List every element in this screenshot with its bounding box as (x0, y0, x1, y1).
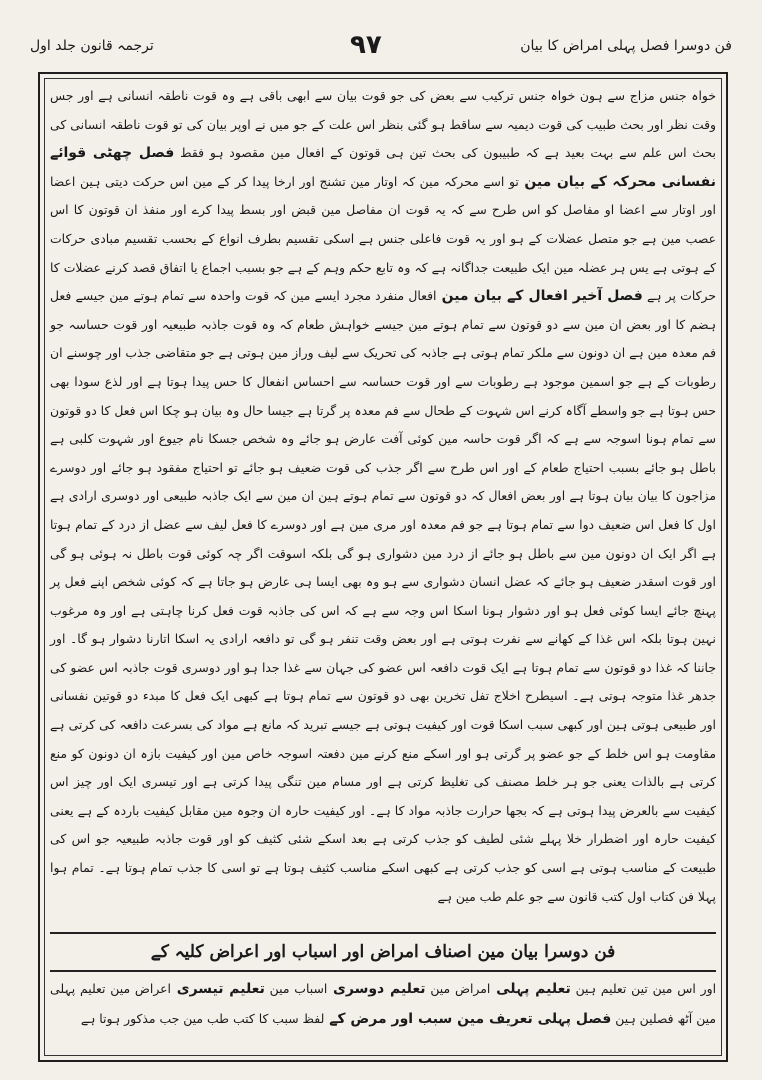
paragraph-2: تو اسے محرکہ مین کہ اوتار مین تشنج اور ارخا پیدا کر کے مین اس حرکت دیتی ہین اعضا اور اوتار سے اعضا او مفاصل کو اس طرح سے کہ یہ قوت ان مفاصل مین قبض اور بسط پیدا کرے اور منفذ ان قوتون کا اس عصب مین ہے جو متصل عضلات کے ہو اور یہ قوت فاعلی جنس ہے اسکی تقسیم بطرف انواع کے بحسب تقسیم مبادی حرکات کے ہوتی ہے یس ہر عضلہ مین ایک طبیعت جداگانہ ہے کہ وہ تابع حکم وہم کے ہے جو بسبب اجماع یا اتفاق قصد کرنے عضلات کا حرکات پر ہے (50, 173, 716, 304)
chapter-intro (50, 974, 716, 1054)
intro-text-1: اور اس مین تین تعلیم ہین (570, 981, 717, 996)
running-header-chapter: فن دوسرا فصل پہلی امراض کا بیان (520, 38, 732, 54)
intro-bold-3: تعلیم تیسری (171, 981, 265, 997)
main-body-text (50, 82, 716, 924)
intro-text-3: اسباب مین (264, 981, 328, 996)
intro-bold-2: تعلیم دوسری (327, 981, 426, 997)
intro-text-4: اعراض مین (105, 981, 172, 996)
intro-bold-1: تعلیم پہلی (490, 981, 571, 997)
text-frame (38, 72, 728, 1062)
intro-bold-4: فصل پہلی تعریف مین سبب اور مرض کے (324, 1011, 612, 1027)
heading-last-section: فصل آخیر افعال کے بیان مین (436, 288, 643, 305)
intro-text-2: امراض مین (425, 981, 491, 996)
heading-section-6: فصل چھٹی قوائے نفسانی محرکہ کے بیان مین (50, 145, 716, 190)
page-number: ۹۷ (350, 30, 382, 60)
chapter-heading: فن دوسرا بیان مین اصناف امراض اور اسباب اور اعراض کلیہ کے (50, 932, 716, 972)
running-header-book-title: ترجمہ قانون جلد اول (30, 38, 154, 54)
intro-text-5: تعلیم پہلی مین آٹھ فصلین ہین (50, 981, 716, 1026)
intro-text-6: لفظ سبب کا کتب طب مین جب مذکور ہوتا ہے (80, 1011, 325, 1026)
paragraph-1: خواہ جنس مزاج سے ہون خواہ جنس ترکیب سے بعض کی جو قوت بیان سے ابھی باقی ہے وہ قوت ناطقہ انسانی ہے اور جس وقت نظر اور بحث طبیب کی قوت دیمیہ سے ساقط ہو گئی بنظر اس علت کے جو میں نے اوپر بیان کی تو قوت ناطقہ انسانی کی بحث اس علم سے بہت بعید ہے کہ طبیبون کی بحث تین ہی قوتون کے افعال مین مقصود ہو فقط (50, 88, 717, 161)
paragraph-3: افعال منفرد مجرد ایسے مین کہ قوت واحدہ سے تمام ہوتے مین جیسے فعل ہضم کا اور بعض ان مین سے دو قوتون سے تمام ہوتے مین جیسے خواہش طعام کہ وہ قوت جاذبہ طبیعیہ اور قوت حساسہ جو فم معدہ مین ہے ان دونون سے ملکر تمام ہوتی ہے جاذبہ کی تحریک سے لیف وراز مین ہوتی ہے جو متقاضی جذب اور چوسنے ان رطوبات کے ہے جو اسمین موجود ہے رطوبات سے اور قوت حساسہ سے احساس انفعال کا حس پیدا ہوتا ہے اور لذع سودا بھی حس ہوتا ہے جو واسطے آگاہ کرنے اس شہوت کے طحال سے فم معدہ پر گرتا ہے جیسا حال وہ بیان ہو چکا اس فعل کا دو قوتون سے تمام ہونا اسوجہ سے ہے کہ اگر قوت حاسہ مین کوئی آفت عارض ہو جائے وہ شخص جسکا نام جیوع اور شہوت کلبی ہے باطل ہو جائے بسبب احتیاج طعام کے اور اس طرح سے اگر جذب کی قوت ضعیف ہو جائے تو احتیاج مفقود ہو جائے اور دوسرے مزاجون کا بیان بیان ہوتا ہے اور بعض افعال کہ دو قوتون سے تمام ہوتے ہین ان مین سے ایک جاذبہ طبیعی اور دوسری ارادی ہے اول کا فعل اس ضعیف دوا سے تمام ہوتا ہے جو فم معدہ اور مری مین ہے اور دوسرے کا فعل لیف سے عضل از درد کے تمام ہوتا ہے اگر ایک ان دونون مین سے باطل ہو جائے از درد مین دشواری ہو گی بلکہ اسوقت اگر چہ کوئی قوت باطل نہ ہوئی ہو گی اور قوت اسقدر ضعیف ہو جائے کہ عضل انسان دشواری سے ہو وہ بھی ایسا ہی عارض ہو جاتا ہے کہ کوئی شخص اپنے فعل پر پہنچ جائے ایسا کوئی فعل ہو اور دشوار ہونا اسکا اس وجہ سے ہے کہ اس کی جاذبہ قوت فعل کرنا چاہتی ہے اور وہ مرغوب نہین ہوتا بلکہ اس غذا کے کھانے سے نفرت ہوتی ہے اور بعض وقت تنفر ہو گی تو دافعہ ارادی یہ اسکا اتارنا دشوار ہو گا۔ اور جاننا کہ غذا دو قوتون سے تمام ہوتا ہے ایک قوت دافعہ اس عضو کی جہان سے غذا جدا ہو اور دوسری قوت جاذبہ اس عضو کی جدھر غذا متوجہ ہوتی ہے۔ اسیطرح اخلاج تفل تخرین بھی دو قوتون سے تمام ہوتا ہے کبھی ایک فعل کا مبدء دو قوتین نفسانی اور طبیعی ہوتی ہین اور کبھی سبب اسکا قوت اور کیفیت ہوتی ہے جیسے تبرید کہ مانع ہے مواد کی بسرعت دافعہ کی کرتی ہے مقاومت ہو اس خلط کے جو عضو پر گرتی ہو اور اسکے منع کرنے مین دفعتہ اسوجہ خاص مین اور کیفیت بازہ ان دونون کو منع کرتی ہے بالذات یعنی جو ہر خلط مصنف کی تغلیظ کرتی ہے اور مسام مین تنگی پیدا کرتی ہے اور تیسری ایک اور چیز اس کیفیت سے بالعرض پیدا ہوتی ہے کہ بجھا حرارت جاذبہ مواد کا ہے۔ اور کیفیت حارہ ان وجوہ مین مقابل کیفیت باردہ کے ہے یعنی کیفیت حارہ اور اضطرار خلا پہلے شئی لطیف کو جذب کرتی ہے بعد اسکے شئی کثیف کو اور قوت جاذبہ طبیعیہ جو اس کی طبیعت کے مناسب ہوتی ہے اسی کو جذب کرتی ہے کبھی اسکے مناسب کثیف ہوتا ہے تو اسی کا جذب تمام ہوتا ہے۔ تمام ہوا پہلا فن کتاب اول کتب قانون سے جو علم طب مین ہے (50, 288, 716, 904)
